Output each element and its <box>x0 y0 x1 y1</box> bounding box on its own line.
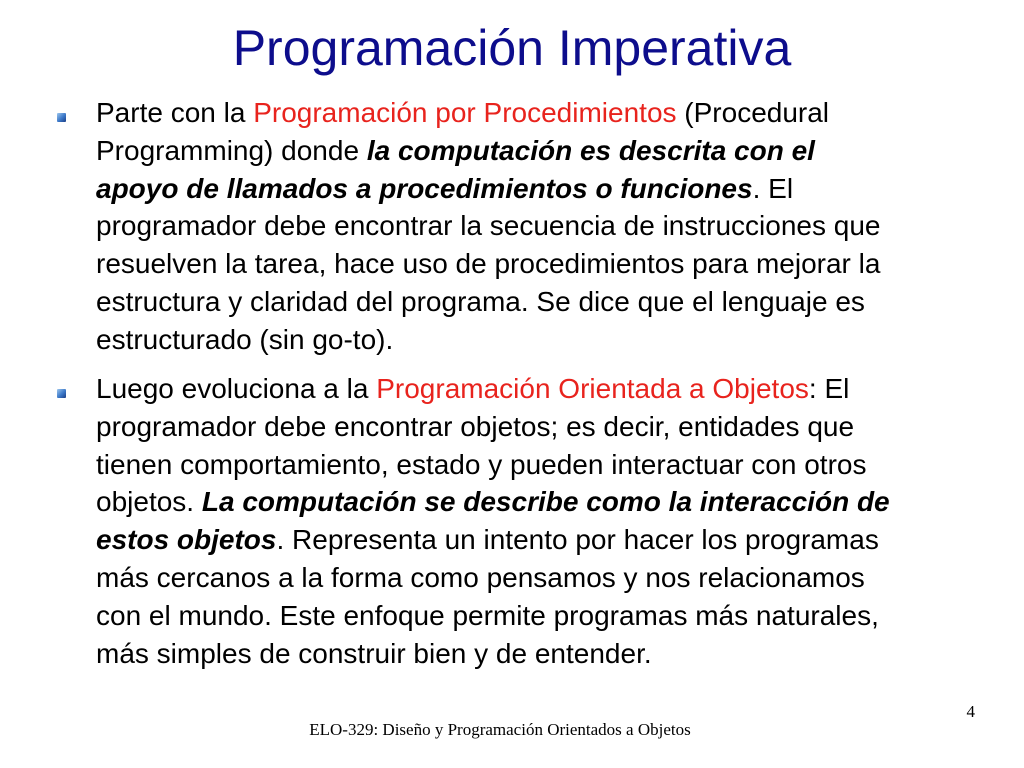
bullet-paragraph-procedural <box>96 94 986 359</box>
emphasis-text: estos objetos <box>96 524 277 556</box>
text-line: más cercanos a la forma como pensamos y nos relacionamos <box>96 561 865 593</box>
text-line: programador debe encontrar objetos; es decir, entidades que <box>96 410 855 442</box>
text-run: (Procedural <box>676 97 830 128</box>
highlight-term: Programación por Procedimientos <box>253 97 677 128</box>
highlight-term: Programación Orientada a Objetos <box>376 373 809 404</box>
text-line: resuelven la tarea, hace uso de procedimientos para mejorar la <box>96 248 881 280</box>
text-line: más simples de construir bien y de entender. <box>96 637 652 669</box>
emphasis-text: apoyo de llamados a procedimientos o funciones <box>96 172 753 204</box>
bullet-icon <box>57 113 66 122</box>
text-run: : El <box>808 373 850 404</box>
text-run: . Representa un intento por hacer los programas <box>276 524 879 556</box>
text-line: tienen comportamiento, estado y pueden interactuar con otros <box>96 448 867 480</box>
text-line: con el mundo. Este enfoque permite programas más naturales, <box>96 599 879 631</box>
emphasis-text: La computación se describe como la interacción de <box>201 486 890 518</box>
text-line: programador debe encontrar la secuencia de instrucciones que <box>96 210 881 242</box>
text-run: objetos. <box>96 486 202 518</box>
text-run: Parte con la <box>96 97 254 128</box>
text-run: Luego evoluciona a la <box>96 373 377 404</box>
text-line: estructurado (sin go-to). <box>96 323 394 355</box>
text-line <box>96 132 986 170</box>
slide-title: Programación Imperativa <box>232 20 792 76</box>
text-line: estructura y claridad del programa. Se dice que el lenguaje es <box>96 285 865 317</box>
page-number: 4 <box>966 702 975 721</box>
text-line <box>96 94 986 132</box>
slide-footer: ELO-329: Diseño y Programación Orientados a Objetos <box>309 720 691 739</box>
text-line <box>96 370 986 408</box>
text-run: Programming) donde <box>96 134 367 166</box>
emphasis-text: la computación es descrita con el <box>366 134 815 166</box>
text-line <box>96 170 986 208</box>
text-line <box>96 521 986 559</box>
text-run: . El <box>752 172 794 204</box>
bullet-paragraph-oop <box>96 370 986 672</box>
bullet-icon <box>57 389 66 398</box>
text-line <box>96 483 986 521</box>
